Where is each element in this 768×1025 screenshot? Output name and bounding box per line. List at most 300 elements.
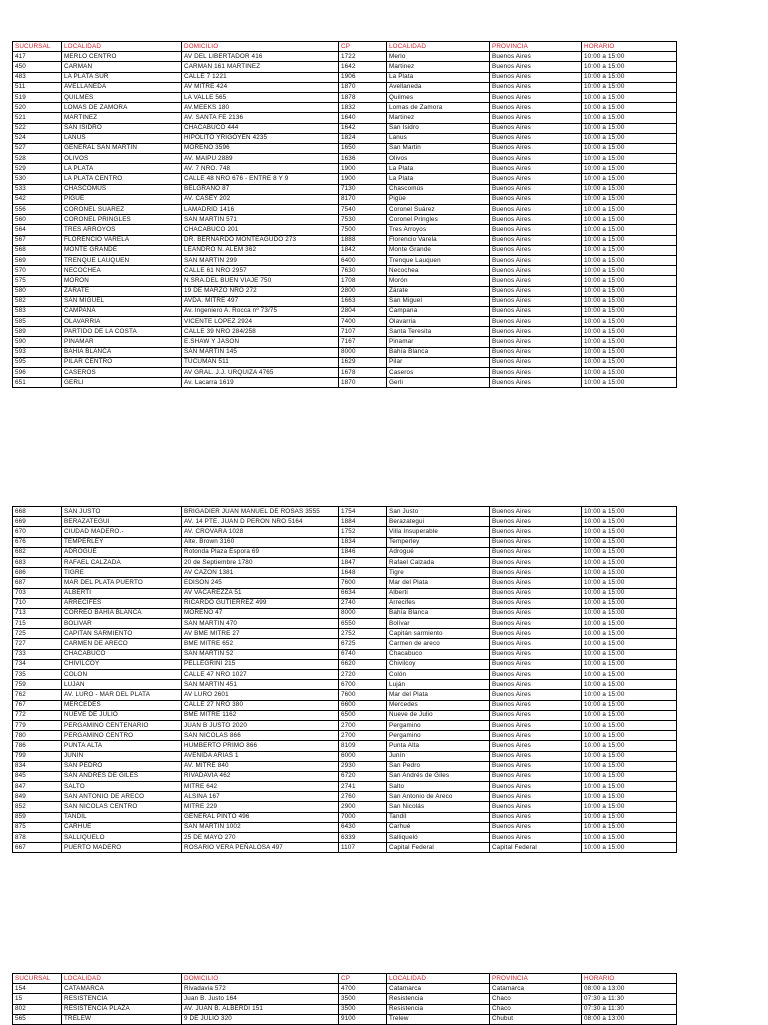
localidad-cell: Salto	[387, 782, 490, 792]
localidad-cell: Lanus	[387, 133, 490, 143]
horario-cell: 10:00 a 15:00	[582, 527, 677, 537]
table-row	[13, 72, 677, 82]
horario-cell: 10:00 a 15:00	[582, 578, 677, 588]
domicilio-cell: AV CAZON 1381	[182, 568, 339, 578]
cp-cell: 2700	[339, 731, 387, 741]
cp-cell: 1754	[339, 507, 387, 517]
localidad-cell: PERGAMINO CENTRO	[62, 731, 182, 741]
table-row	[13, 317, 677, 327]
localidad-cell: Olivos	[387, 154, 490, 164]
localidad-cell: SAN ANDRES DE GILES	[62, 771, 182, 781]
cp-cell: 1107	[339, 843, 387, 853]
sucursal-cell: 668	[13, 507, 62, 517]
localidad-cell: CHACABUCO	[62, 649, 182, 659]
localidad-cell: Carmen de areco	[387, 639, 490, 649]
domicilio-cell: CALLE 61 NRO 2957	[182, 266, 339, 276]
localidad-cell: Coronel Pringles	[387, 215, 490, 225]
provincia-cell: Buenos Aires	[490, 317, 582, 327]
domicilio-cell: AV MITRE 424	[182, 82, 339, 92]
localidad-cell: CAMPANA	[62, 306, 182, 316]
sucursal-cell: 651	[13, 378, 62, 388]
domicilio-cell: AV DEL LIBERTADOR 416	[182, 52, 339, 62]
horario-cell: 10:00 a 15:00	[582, 215, 677, 225]
cp-cell: 4700	[339, 984, 387, 994]
horario-cell: 10:00 a 15:00	[582, 205, 677, 215]
localidad-cell: BAHIA BLANCA	[62, 347, 182, 357]
localidad-cell: San Justo	[387, 507, 490, 517]
domicilio-header: DOMICILIO	[182, 974, 339, 984]
cp-cell: 6620	[339, 659, 387, 669]
domicilio-cell: Alte. Brown 3160	[182, 537, 339, 547]
horario-cell: 10:00 a 15:00	[582, 649, 677, 659]
sucursal-cell: 524	[13, 133, 62, 143]
table-row	[13, 720, 677, 730]
horario-cell: 10:00 a 15:00	[582, 327, 677, 337]
localidad-cell: OLAVARRIA	[62, 317, 182, 327]
localidad-cell: SAN PEDRO	[62, 761, 182, 771]
table-row	[13, 184, 677, 194]
localidad-cell: CARMAN	[62, 62, 182, 72]
cp-cell: 7400	[339, 317, 387, 327]
horario-cell: 10:00 a 15:00	[582, 608, 677, 618]
horario-cell: 10:00 a 15:00	[582, 276, 677, 286]
sucursal-cell: 667	[13, 843, 62, 853]
localidad-cell: Temperley	[387, 537, 490, 547]
horario-cell: 10:00 a 15:00	[582, 92, 677, 102]
domicilio-cell: SAN NICOLAS 866	[182, 731, 339, 741]
provincia-cell: Buenos Aires	[490, 568, 582, 578]
localidad-cell: RAFAEL CALZADA	[62, 557, 182, 567]
localidad-cell: CORONEL PRINGLES	[62, 215, 182, 225]
horario-cell: 10:00 a 15:00	[582, 52, 677, 62]
horario-cell: 10:00 a 15:00	[582, 347, 677, 357]
horario-cell: 10:00 a 15:00	[582, 255, 677, 265]
cp-cell: 6740	[339, 649, 387, 659]
localidad-cell: MORON	[62, 276, 182, 286]
table-row	[13, 984, 677, 994]
sucursal-cell: 772	[13, 710, 62, 720]
localidad-cell: Colón	[387, 670, 490, 680]
sucursal-cell: 734	[13, 659, 62, 669]
table-row	[13, 1004, 677, 1014]
cp-cell: 1640	[339, 113, 387, 123]
branch-table-2	[12, 506, 677, 853]
localidad-cell: SAN JUSTO	[62, 507, 182, 517]
provincia-cell: Buenos Aires	[490, 113, 582, 123]
table-row	[13, 568, 677, 578]
sucursal-cell: 533	[13, 184, 62, 194]
localidad-cell: QUILMES	[62, 92, 182, 102]
localidad-cell: PARTIDO DE LA COSTA	[62, 327, 182, 337]
horario-cell: 10:00 a 15:00	[582, 568, 677, 578]
horario-cell: 10:00 a 15:00	[582, 731, 677, 741]
horario-cell: 10:00 a 15:00	[582, 700, 677, 710]
localidad-cell: Avellaneda	[387, 82, 490, 92]
table-row	[13, 782, 677, 792]
localidad-cell: La Plata	[387, 72, 490, 82]
localidad-cell: JUNIN	[62, 751, 182, 761]
localidad-cell: Mercedes	[387, 700, 490, 710]
localidad-cell: RESISTENCIA	[62, 994, 182, 1004]
localidad-cell: Trenque Lauquen	[387, 255, 490, 265]
localidad-cell: AVELLANEDA	[62, 82, 182, 92]
horario-cell: 10:00 a 15:00	[582, 598, 677, 608]
domicilio-cell: CHACABUCO 201	[182, 225, 339, 235]
table-row	[13, 680, 677, 690]
localidad-cell: Pergamino	[387, 731, 490, 741]
domicilio-cell: 9 DE JULIO 320	[182, 1014, 339, 1024]
horario-cell: 10:00 a 15:00	[582, 266, 677, 276]
domicilio-cell: BME MITRE 652	[182, 639, 339, 649]
cp-cell: 2741	[339, 782, 387, 792]
table-row	[13, 225, 677, 235]
domicilio-cell: MORENO 47	[182, 608, 339, 618]
horario-cell: 10:00 a 15:00	[582, 629, 677, 639]
localidad-cell: MONTE GRANDE	[62, 245, 182, 255]
cp-cell: 1629	[339, 357, 387, 367]
cp-cell: 1847	[339, 557, 387, 567]
provincia-cell: Buenos Aires	[490, 527, 582, 537]
domicilio-cell: AV. CROVARA 1028	[182, 527, 339, 537]
provincia-cell: Buenos Aires	[490, 154, 582, 164]
provincia-cell: Buenos Aires	[490, 368, 582, 378]
provincia-cell: Buenos Aires	[490, 578, 582, 588]
cp-cell: 3500	[339, 1004, 387, 1014]
cp-cell: 1824	[339, 133, 387, 143]
sucursal-cell: 713	[13, 608, 62, 618]
domicilio-cell: Av. Ingeniero A. Rocca nº 73/75	[182, 306, 339, 316]
cp-header: CP	[339, 974, 387, 984]
sucursal-cell: 560	[13, 215, 62, 225]
domicilio-cell: CHACABUCO 444	[182, 123, 339, 133]
table-row	[13, 517, 677, 527]
cp-cell: 1648	[339, 568, 387, 578]
provincia-cell: Chubut	[490, 1014, 582, 1024]
cp-cell: 1878	[339, 92, 387, 102]
provincia-cell: Buenos Aires	[490, 62, 582, 72]
provincia-cell: Buenos Aires	[490, 296, 582, 306]
sucursal-cell: 852	[13, 802, 62, 812]
localidad-cell: Mar del Plata	[387, 690, 490, 700]
horario-cell: 10:00 a 15:00	[582, 306, 677, 316]
cp-cell: 2900	[339, 802, 387, 812]
domicilio-cell: BME MITRE 1162	[182, 710, 339, 720]
provincia-cell: Buenos Aires	[490, 347, 582, 357]
sucursal-cell: 583	[13, 306, 62, 316]
sucursal-cell: 483	[13, 72, 62, 82]
cp-cell: 8000	[339, 608, 387, 618]
horario-cell: 10:00 a 15:00	[582, 710, 677, 720]
horario-cell: 10:00 a 15:00	[582, 670, 677, 680]
localidad-cell: Bahía Blanca	[387, 347, 490, 357]
provincia-cell: Buenos Aires	[490, 619, 582, 629]
cp-cell: 1834	[339, 537, 387, 547]
localidad-cell: CHASCOMUS	[62, 184, 182, 194]
sucursal-cell: 686	[13, 568, 62, 578]
sucursal-cell: 570	[13, 266, 62, 276]
provincia-cell: Buenos Aires	[490, 598, 582, 608]
horario-header: HORARIO	[582, 42, 677, 52]
cp-cell: 8109	[339, 741, 387, 751]
table-row	[13, 296, 677, 306]
horario-cell: 10:00 a 15:00	[582, 337, 677, 347]
cp-header: CP	[339, 42, 387, 52]
domicilio-cell: MITRE 229	[182, 802, 339, 812]
table-row	[13, 164, 677, 174]
cp-cell: 6500	[339, 710, 387, 720]
localidad-cell: Trelew	[387, 1014, 490, 1024]
table-row	[13, 994, 677, 1004]
table-row	[13, 690, 677, 700]
localidad-cell: Tres Arroyos	[387, 225, 490, 235]
domicilio-cell: AV. 14 PTE. JUAN D PERON NRO 5164	[182, 517, 339, 527]
localidad-cell: CARHUE	[62, 822, 182, 832]
localidad-cell: Catamarca	[387, 984, 490, 994]
localidad-cell: LA PLATA	[62, 164, 182, 174]
sucursal-cell: 585	[13, 317, 62, 327]
cp-cell: 7530	[339, 215, 387, 225]
provincia-cell: Buenos Aires	[490, 659, 582, 669]
horario-cell: 10:00 a 15:00	[582, 557, 677, 567]
provincia-cell: Buenos Aires	[490, 547, 582, 557]
provincia-cell: Buenos Aires	[490, 174, 582, 184]
sucursal-cell: 834	[13, 761, 62, 771]
horario-cell: 10:00 a 15:00	[582, 547, 677, 557]
table-row	[13, 843, 677, 853]
sucursal-cell: 703	[13, 588, 62, 598]
provincia-cell: Buenos Aires	[490, 327, 582, 337]
localidad-cell: PUERTO MADERO	[62, 843, 182, 853]
domicilio-cell: JUAN B JUSTO 2020	[182, 720, 339, 730]
provincia-cell: Buenos Aires	[490, 751, 582, 761]
domicilio-cell: CALLE 47 NRO 1027	[182, 670, 339, 680]
sucursal-cell: 564	[13, 225, 62, 235]
table-row	[13, 235, 677, 245]
domicilio-cell: E.SHAW Y JASON	[182, 337, 339, 347]
cp-cell: 2740	[339, 598, 387, 608]
horario-cell: 10:00 a 15:00	[582, 103, 677, 113]
table-row	[13, 215, 677, 225]
provincia-cell: Buenos Aires	[490, 164, 582, 174]
localidad-cell: Tigre	[387, 568, 490, 578]
localidad-cell: Zárate	[387, 286, 490, 296]
localidad-cell: Arrecifes	[387, 598, 490, 608]
cp-cell: 1884	[339, 517, 387, 527]
sucursal-cell: 687	[13, 578, 62, 588]
cp-cell: 6550	[339, 619, 387, 629]
localidad-cell: OLIVOS	[62, 154, 182, 164]
localidad-cell: MARTINEZ	[62, 113, 182, 123]
table-row	[13, 133, 677, 143]
sucursal-cell: 859	[13, 812, 62, 822]
sucursal-cell: 528	[13, 154, 62, 164]
localidad-cell: ALBERTI	[62, 588, 182, 598]
horario-cell: 10:00 a 15:00	[582, 741, 677, 751]
domicilio-cell: AV. SANTA FE 2136	[182, 113, 339, 123]
table-row	[13, 378, 677, 388]
cp-cell: 1870	[339, 378, 387, 388]
horario-cell: 10:00 a 15:00	[582, 317, 677, 327]
table-row	[13, 255, 677, 265]
localidad-cell: TIGRE	[62, 568, 182, 578]
horario-cell: 10:00 a 15:00	[582, 357, 677, 367]
localidad-cell: Bolívar	[387, 619, 490, 629]
table-row	[13, 143, 677, 153]
sucursal-cell: 669	[13, 517, 62, 527]
localidad-cell: NECOCHEA	[62, 266, 182, 276]
provincia-cell: Buenos Aires	[490, 205, 582, 215]
sucursal-cell: 542	[13, 194, 62, 204]
localidad-cell: LUJAN	[62, 680, 182, 690]
domicilio-cell: AVENIDA ARIAS 1	[182, 751, 339, 761]
localidad-cell: SAN ANTONIO DE ARECO	[62, 792, 182, 802]
provincia-cell: Buenos Aires	[490, 517, 582, 527]
localidad-cell: Junín	[387, 751, 490, 761]
domicilio-cell: Juan B. Justo 164	[182, 994, 339, 1004]
localidad-cell: Chivilcoy	[387, 659, 490, 669]
table-row	[13, 92, 677, 102]
cp-cell: 1678	[339, 368, 387, 378]
sucursal-cell: 849	[13, 792, 62, 802]
table-row	[13, 741, 677, 751]
horario-cell: 10:00 a 15:00	[582, 690, 677, 700]
horario-cell: 10:00 a 15:00	[582, 245, 677, 255]
provincia-cell: Buenos Aires	[490, 266, 582, 276]
localidad-cell: La Plata	[387, 174, 490, 184]
provincia-cell: Buenos Aires	[490, 82, 582, 92]
sucursal-cell: 15	[13, 994, 62, 1004]
sucursal-cell: 727	[13, 639, 62, 649]
sucursal-cell: 522	[13, 123, 62, 133]
domicilio-cell: CALLE 39 NRO 284/258	[182, 327, 339, 337]
cp-cell: 7130	[339, 184, 387, 194]
provincia-cell: Buenos Aires	[490, 802, 582, 812]
localidad-cell: CORREO BAHÍA BLANCA	[62, 608, 182, 618]
horario-cell: 10:00 a 15:00	[582, 82, 677, 92]
cp-cell: 1900	[339, 164, 387, 174]
localidad-cell: Morón	[387, 276, 490, 286]
sucursal-cell: 589	[13, 327, 62, 337]
provincia-cell: Buenos Aires	[490, 557, 582, 567]
table-row	[13, 327, 677, 337]
horario-cell: 10:00 a 15:00	[582, 62, 677, 72]
domicilio-cell: Rivadavia 572	[182, 984, 339, 994]
horario-cell: 07:30 a 11:30	[582, 1004, 677, 1014]
table-row	[13, 659, 677, 669]
table-row	[13, 710, 677, 720]
domicilio-cell: SAN MARTIN 299	[182, 255, 339, 265]
domicilio-cell: AV. JUAN B. ALBERDI 151	[182, 1004, 339, 1014]
horario-cell: 10:00 a 15:00	[582, 680, 677, 690]
sucursal-cell: 529	[13, 164, 62, 174]
domicilio-cell: 25 DE MAYO 270	[182, 833, 339, 843]
sucursal-cell: 767	[13, 700, 62, 710]
localidad-cell: PERGAMINO CENTENARIO	[62, 720, 182, 730]
domicilio-cell: ROSARIO VERA PEÑALOSA 497	[182, 843, 339, 853]
provincia-cell: Buenos Aires	[490, 720, 582, 730]
sucursal-cell: 450	[13, 62, 62, 72]
provincia-cell: Buenos Aires	[490, 741, 582, 751]
localidad-cell: CHIVILCOY	[62, 659, 182, 669]
provincia-cell: Buenos Aires	[490, 680, 582, 690]
horario-cell: 10:00 a 15:00	[582, 164, 677, 174]
provincia-cell: Buenos Aires	[490, 782, 582, 792]
sucursal-cell: 569	[13, 255, 62, 265]
table-row	[13, 588, 677, 598]
cp-cell: 6720	[339, 771, 387, 781]
localidad-cell: San Martin	[387, 143, 490, 153]
horario-cell: 10:00 a 15:00	[582, 72, 677, 82]
localidad-cell: Caseros	[387, 368, 490, 378]
provincia-cell: Buenos Aires	[490, 812, 582, 822]
table-row	[13, 123, 677, 133]
table-row	[13, 700, 677, 710]
horario-cell: 10:00 a 15:00	[582, 286, 677, 296]
domicilio-cell: EDISON 245	[182, 578, 339, 588]
sucursal-cell: 596	[13, 368, 62, 378]
domicilio-cell: 20 de Septiembre 1780	[182, 557, 339, 567]
provincia-cell: Buenos Aires	[490, 52, 582, 62]
sucursal-cell: 735	[13, 670, 62, 680]
table-row	[13, 761, 677, 771]
localidad-cell: LOMAS DE ZAMORA	[62, 103, 182, 113]
provincia-cell: Buenos Aires	[490, 639, 582, 649]
sucursal-cell: 878	[13, 833, 62, 843]
localidad-cell: ADROGUE	[62, 547, 182, 557]
sucursal-cell: 527	[13, 143, 62, 153]
localidad-cell: Rafael Calzada	[387, 557, 490, 567]
horario-cell: 10:00 a 15:00	[582, 184, 677, 194]
localidad-cell: CORONEL SUAREZ	[62, 205, 182, 215]
sucursal-cell: 521	[13, 113, 62, 123]
table-row	[13, 245, 677, 255]
horario-cell: 10:00 a 15:00	[582, 517, 677, 527]
table-row	[13, 347, 677, 357]
domicilio-cell: AVDA. MITRE 497	[182, 296, 339, 306]
localidad-cell: San Miguel	[387, 296, 490, 306]
domicilio-cell: MORENO 3596	[182, 143, 339, 153]
sucursal-cell: 759	[13, 680, 62, 690]
localidad-cell: Capitán sarmiento	[387, 629, 490, 639]
localidad-cell: CASEROS	[62, 368, 182, 378]
domicilio-cell: TUCUMAN 511	[182, 357, 339, 367]
localidad-cell: SAN NICOLAS CENTRO	[62, 802, 182, 812]
domicilio-cell: Rotonda Plaza Espora 69	[182, 547, 339, 557]
horario-cell: 10:00 a 15:00	[582, 802, 677, 812]
table-row	[13, 276, 677, 286]
cp-cell: 2720	[339, 670, 387, 680]
localidad-cell: PIGUE	[62, 194, 182, 204]
table-row	[13, 802, 677, 812]
provincia-cell: Buenos Aires	[490, 833, 582, 843]
localidad-cell: Capital Federal	[387, 843, 490, 853]
sucursal-cell: 511	[13, 82, 62, 92]
provincia-header: PROVINCIA	[490, 974, 582, 984]
sucursal-cell: 154	[13, 984, 62, 994]
domicilio-cell: ALSINA 167	[182, 792, 339, 802]
table-row	[13, 629, 677, 639]
localidad-cell: Chacabuco	[387, 649, 490, 659]
branch-table-1	[12, 41, 677, 388]
sucursal-cell: 590	[13, 337, 62, 347]
cp-cell: 3500	[339, 994, 387, 1004]
cp-cell: 6339	[339, 833, 387, 843]
provincia-cell: Buenos Aires	[490, 761, 582, 771]
provincia-cell: Buenos Aires	[490, 103, 582, 113]
localidad-cell: Gerli	[387, 378, 490, 388]
domicilio-cell: VICENTE LOPEZ 2924	[182, 317, 339, 327]
localidad-cell: Santa Teresita	[387, 327, 490, 337]
